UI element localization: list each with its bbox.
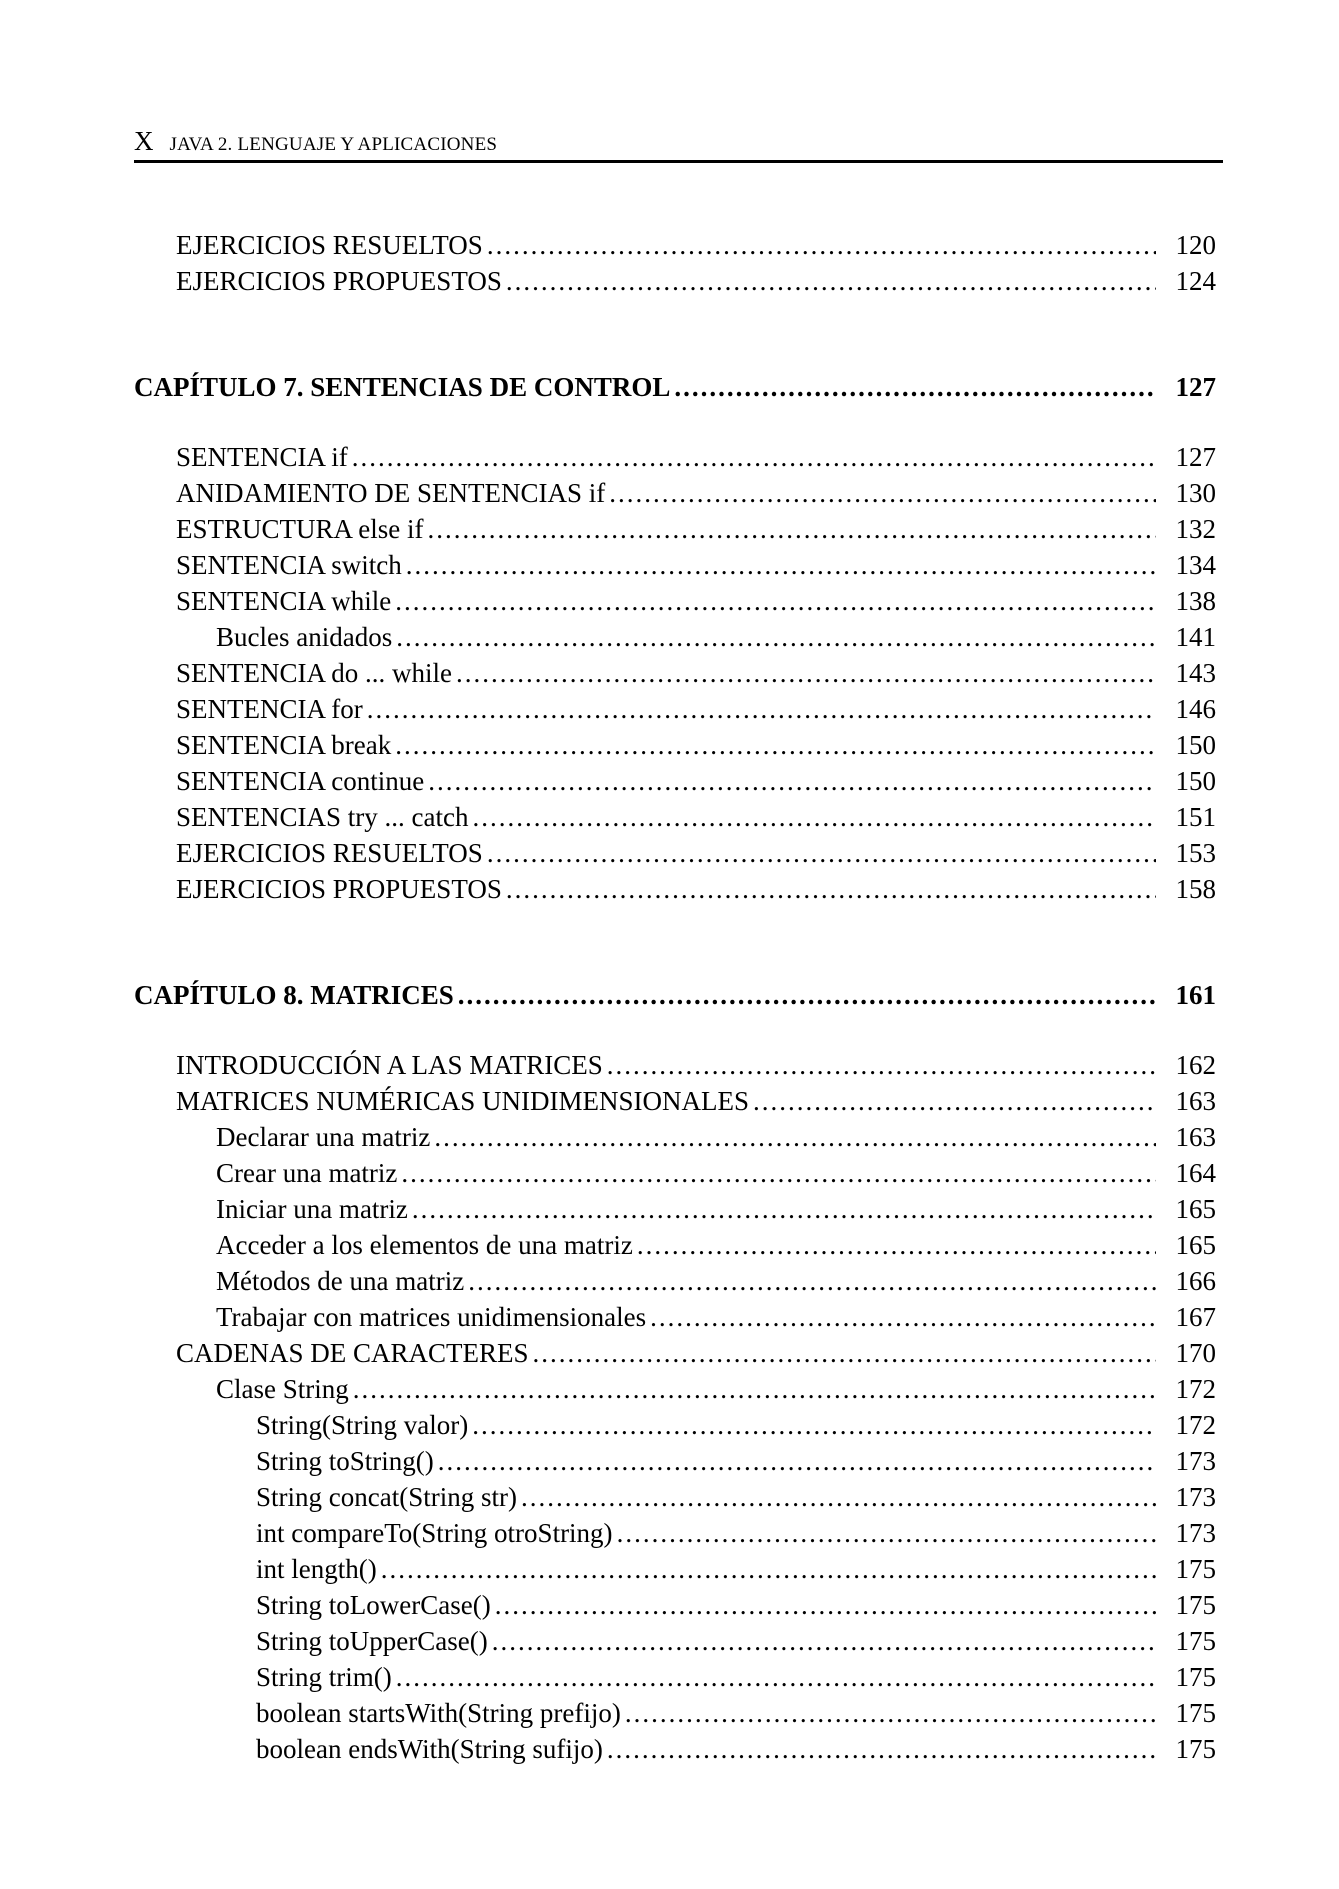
toc-entry-page: 166 <box>1175 1266 1216 1296</box>
dot-leader <box>753 1084 1156 1118</box>
toc-entry <box>256 1588 1216 1622</box>
toc-entry <box>176 584 1216 618</box>
toc-entry-page: 175 <box>1175 1698 1216 1728</box>
toc-entry <box>256 1408 1216 1442</box>
toc-entry-title: String toLowerCase() <box>256 1590 491 1620</box>
dot-leader <box>617 1516 1156 1550</box>
toc-entry-page: 175 <box>1175 1734 1216 1764</box>
toc-entry <box>176 872 1216 906</box>
toc-entry-title: SENTENCIA continue <box>176 766 425 796</box>
dot-leader <box>352 440 1156 474</box>
toc-entry-title: boolean endsWith(String sufijo) <box>256 1734 603 1764</box>
toc-entry-page: 151 <box>1175 802 1216 832</box>
toc-entry-page: 165 <box>1175 1230 1216 1260</box>
toc-entry <box>176 764 1216 798</box>
toc-entry-title: int compareTo(String otroString) <box>256 1518 613 1548</box>
dot-leader <box>395 728 1156 762</box>
toc-entry <box>176 1336 1216 1370</box>
dot-leader <box>495 1588 1156 1622</box>
toc-entry-page: 127 <box>1175 372 1216 402</box>
dot-leader <box>458 978 1156 1012</box>
toc-entry <box>216 1264 1216 1298</box>
dot-leader <box>506 264 1156 298</box>
dot-leader <box>406 548 1156 582</box>
toc-entry-page: 153 <box>1175 838 1216 868</box>
dot-leader <box>456 656 1156 690</box>
toc-entry-title: ANIDAMIENTO DE SENTENCIAS if <box>176 478 606 508</box>
toc-entry-page: 158 <box>1175 874 1216 904</box>
toc-entry-page: 134 <box>1175 550 1216 580</box>
dot-leader <box>434 1120 1156 1154</box>
toc-entry-title: String toUpperCase() <box>256 1626 488 1656</box>
toc-entry <box>176 548 1216 582</box>
dot-leader <box>492 1624 1156 1658</box>
toc-entry <box>256 1696 1216 1730</box>
toc-entry <box>176 728 1216 762</box>
dot-leader <box>533 1336 1156 1370</box>
toc-entry <box>176 656 1216 690</box>
toc-entry-page: 167 <box>1175 1302 1216 1332</box>
toc-entry <box>176 1084 1216 1118</box>
toc-entry-page: 163 <box>1175 1122 1216 1152</box>
toc-entry-title: CADENAS DE CARACTERES <box>176 1338 529 1368</box>
toc-entry-title: SENTENCIA do ... while <box>176 658 452 688</box>
toc-entry-title: INTRODUCCIÓN A LAS MATRICES <box>176 1050 603 1080</box>
toc-entry <box>176 228 1216 262</box>
toc-entry-title: String(String valor) <box>256 1410 469 1440</box>
toc-entry <box>216 1300 1216 1334</box>
toc-entry <box>176 264 1216 298</box>
toc-entry-page: 120 <box>1175 230 1216 260</box>
dot-leader <box>472 800 1156 834</box>
toc-entry-title: CAPÍTULO 7. SENTENCIAS DE CONTROL <box>134 372 671 402</box>
toc-entry <box>256 1660 1216 1694</box>
toc-entry <box>216 1372 1216 1406</box>
toc-entry-page: 172 <box>1175 1410 1216 1440</box>
toc-entry-title: SENTENCIAS try ... catch <box>176 802 469 832</box>
toc-entry-title: SENTENCIA while <box>176 586 392 616</box>
dot-leader <box>609 476 1156 510</box>
dot-leader <box>396 1660 1156 1694</box>
toc-entry-title: int length() <box>256 1554 377 1584</box>
toc-entry-title: SENTENCIA break <box>176 730 392 760</box>
dot-leader <box>674 370 1156 404</box>
toc-chapter-entry <box>134 978 1216 1012</box>
toc-entry-page: 124 <box>1175 266 1216 296</box>
dot-leader <box>353 1372 1156 1406</box>
toc-entry-page: 173 <box>1175 1482 1216 1512</box>
toc-entry-title: SENTENCIA if <box>176 442 348 472</box>
book-title: JAVA 2. LENGUAJE Y APLICACIONES <box>169 134 498 155</box>
toc-entry-title: Acceder a los elementos de una matriz <box>216 1230 633 1260</box>
toc-entry-title: Clase String <box>216 1374 349 1404</box>
toc-entry <box>256 1444 1216 1478</box>
toc-entry-title: String trim() <box>256 1662 392 1692</box>
toc-entry-title: Bucles anidados <box>216 622 393 652</box>
dot-leader <box>396 620 1156 654</box>
dot-leader <box>401 1156 1156 1190</box>
toc-entry <box>176 1048 1216 1082</box>
toc-entry <box>176 836 1216 870</box>
toc-entry-title: Trabajar con matrices unidimensionales <box>216 1302 647 1332</box>
toc-entry-title: SENTENCIA switch <box>176 550 402 580</box>
toc-chapter-entry <box>134 370 1216 404</box>
toc-entry-title: EJERCICIOS RESUELTOS <box>176 230 483 260</box>
toc-entry-page: 150 <box>1175 766 1216 796</box>
dot-leader <box>381 1552 1156 1586</box>
dot-leader <box>607 1048 1156 1082</box>
toc-entry-title: Crear una matriz <box>216 1158 398 1188</box>
toc-entry-title: EJERCICIOS RESUELTOS <box>176 838 483 868</box>
toc-entry <box>216 620 1216 654</box>
toc-entry <box>256 1552 1216 1586</box>
toc-entry <box>176 476 1216 510</box>
toc-entry <box>176 800 1216 834</box>
dot-leader <box>468 1264 1156 1298</box>
dot-leader <box>487 836 1156 870</box>
toc-entry-title: String toString() <box>256 1446 434 1476</box>
toc-entry-page: 132 <box>1175 514 1216 544</box>
toc-entry-page: 170 <box>1175 1338 1216 1368</box>
toc-entry <box>256 1480 1216 1514</box>
toc-entry <box>256 1516 1216 1550</box>
toc-entry-page: 165 <box>1175 1194 1216 1224</box>
toc-entry-page: 143 <box>1175 658 1216 688</box>
toc-entry-page: 127 <box>1175 442 1216 472</box>
toc-entry-page: 164 <box>1175 1158 1216 1188</box>
dot-leader <box>412 1192 1156 1226</box>
toc-entry-page: 175 <box>1175 1554 1216 1584</box>
toc-entry-page: 175 <box>1175 1626 1216 1656</box>
toc-entry <box>176 512 1216 546</box>
page-number-roman: X <box>134 126 154 156</box>
dot-leader <box>472 1408 1156 1442</box>
toc-entry-page: 172 <box>1175 1374 1216 1404</box>
toc-entry-page: 173 <box>1175 1518 1216 1548</box>
dot-leader <box>395 584 1156 618</box>
dot-leader <box>487 228 1156 262</box>
toc-entry-page: 138 <box>1175 586 1216 616</box>
toc-entry-page: 130 <box>1175 478 1216 508</box>
dot-leader <box>607 1732 1156 1766</box>
dot-leader <box>637 1228 1156 1262</box>
dot-leader <box>521 1480 1156 1514</box>
toc-entry-title: Iniciar una matriz <box>216 1194 408 1224</box>
toc-entry-page: 141 <box>1175 622 1216 652</box>
toc-entry-title: MATRICES NUMÉRICAS UNIDIMENSIONALES <box>176 1086 750 1116</box>
toc-entry-title: SENTENCIA for <box>176 694 363 724</box>
dot-leader <box>506 872 1156 906</box>
toc-entry <box>176 692 1216 726</box>
toc-entry <box>216 1156 1216 1190</box>
toc-entry-page: 161 <box>1175 980 1216 1010</box>
toc-entry-title: Declarar una matriz <box>216 1122 431 1152</box>
toc-entry-page: 173 <box>1175 1446 1216 1476</box>
dot-leader <box>625 1696 1156 1730</box>
dot-leader <box>367 692 1156 726</box>
toc-entry-title: CAPÍTULO 8. MATRICES <box>134 980 454 1010</box>
toc-entry-page: 175 <box>1175 1590 1216 1620</box>
toc-entry-page: 175 <box>1175 1662 1216 1692</box>
toc-entry-title: EJERCICIOS PROPUESTOS <box>176 874 502 904</box>
toc-entry-page: 162 <box>1175 1050 1216 1080</box>
dot-leader <box>438 1444 1156 1478</box>
toc-entry <box>216 1228 1216 1262</box>
toc-entry <box>216 1192 1216 1226</box>
running-header <box>134 126 1223 163</box>
toc-entry <box>256 1624 1216 1658</box>
toc-entry-page: 163 <box>1175 1086 1216 1116</box>
toc-entry-title: Métodos de una matriz <box>216 1266 465 1296</box>
toc-entry-page: 150 <box>1175 730 1216 760</box>
toc-entry-page: 146 <box>1175 694 1216 724</box>
toc-entry-title: String concat(String str) <box>256 1482 517 1512</box>
dot-leader <box>428 764 1156 798</box>
toc-entry-title: boolean startsWith(String prefijo) <box>256 1698 621 1728</box>
toc-entry <box>176 440 1216 474</box>
dot-leader <box>650 1300 1156 1334</box>
toc-entry-title: ESTRUCTURA else if <box>176 514 424 544</box>
toc-entry <box>256 1732 1216 1766</box>
toc-entry <box>216 1120 1216 1154</box>
dot-leader <box>428 512 1157 546</box>
toc-entry-title: EJERCICIOS PROPUESTOS <box>176 266 502 296</box>
